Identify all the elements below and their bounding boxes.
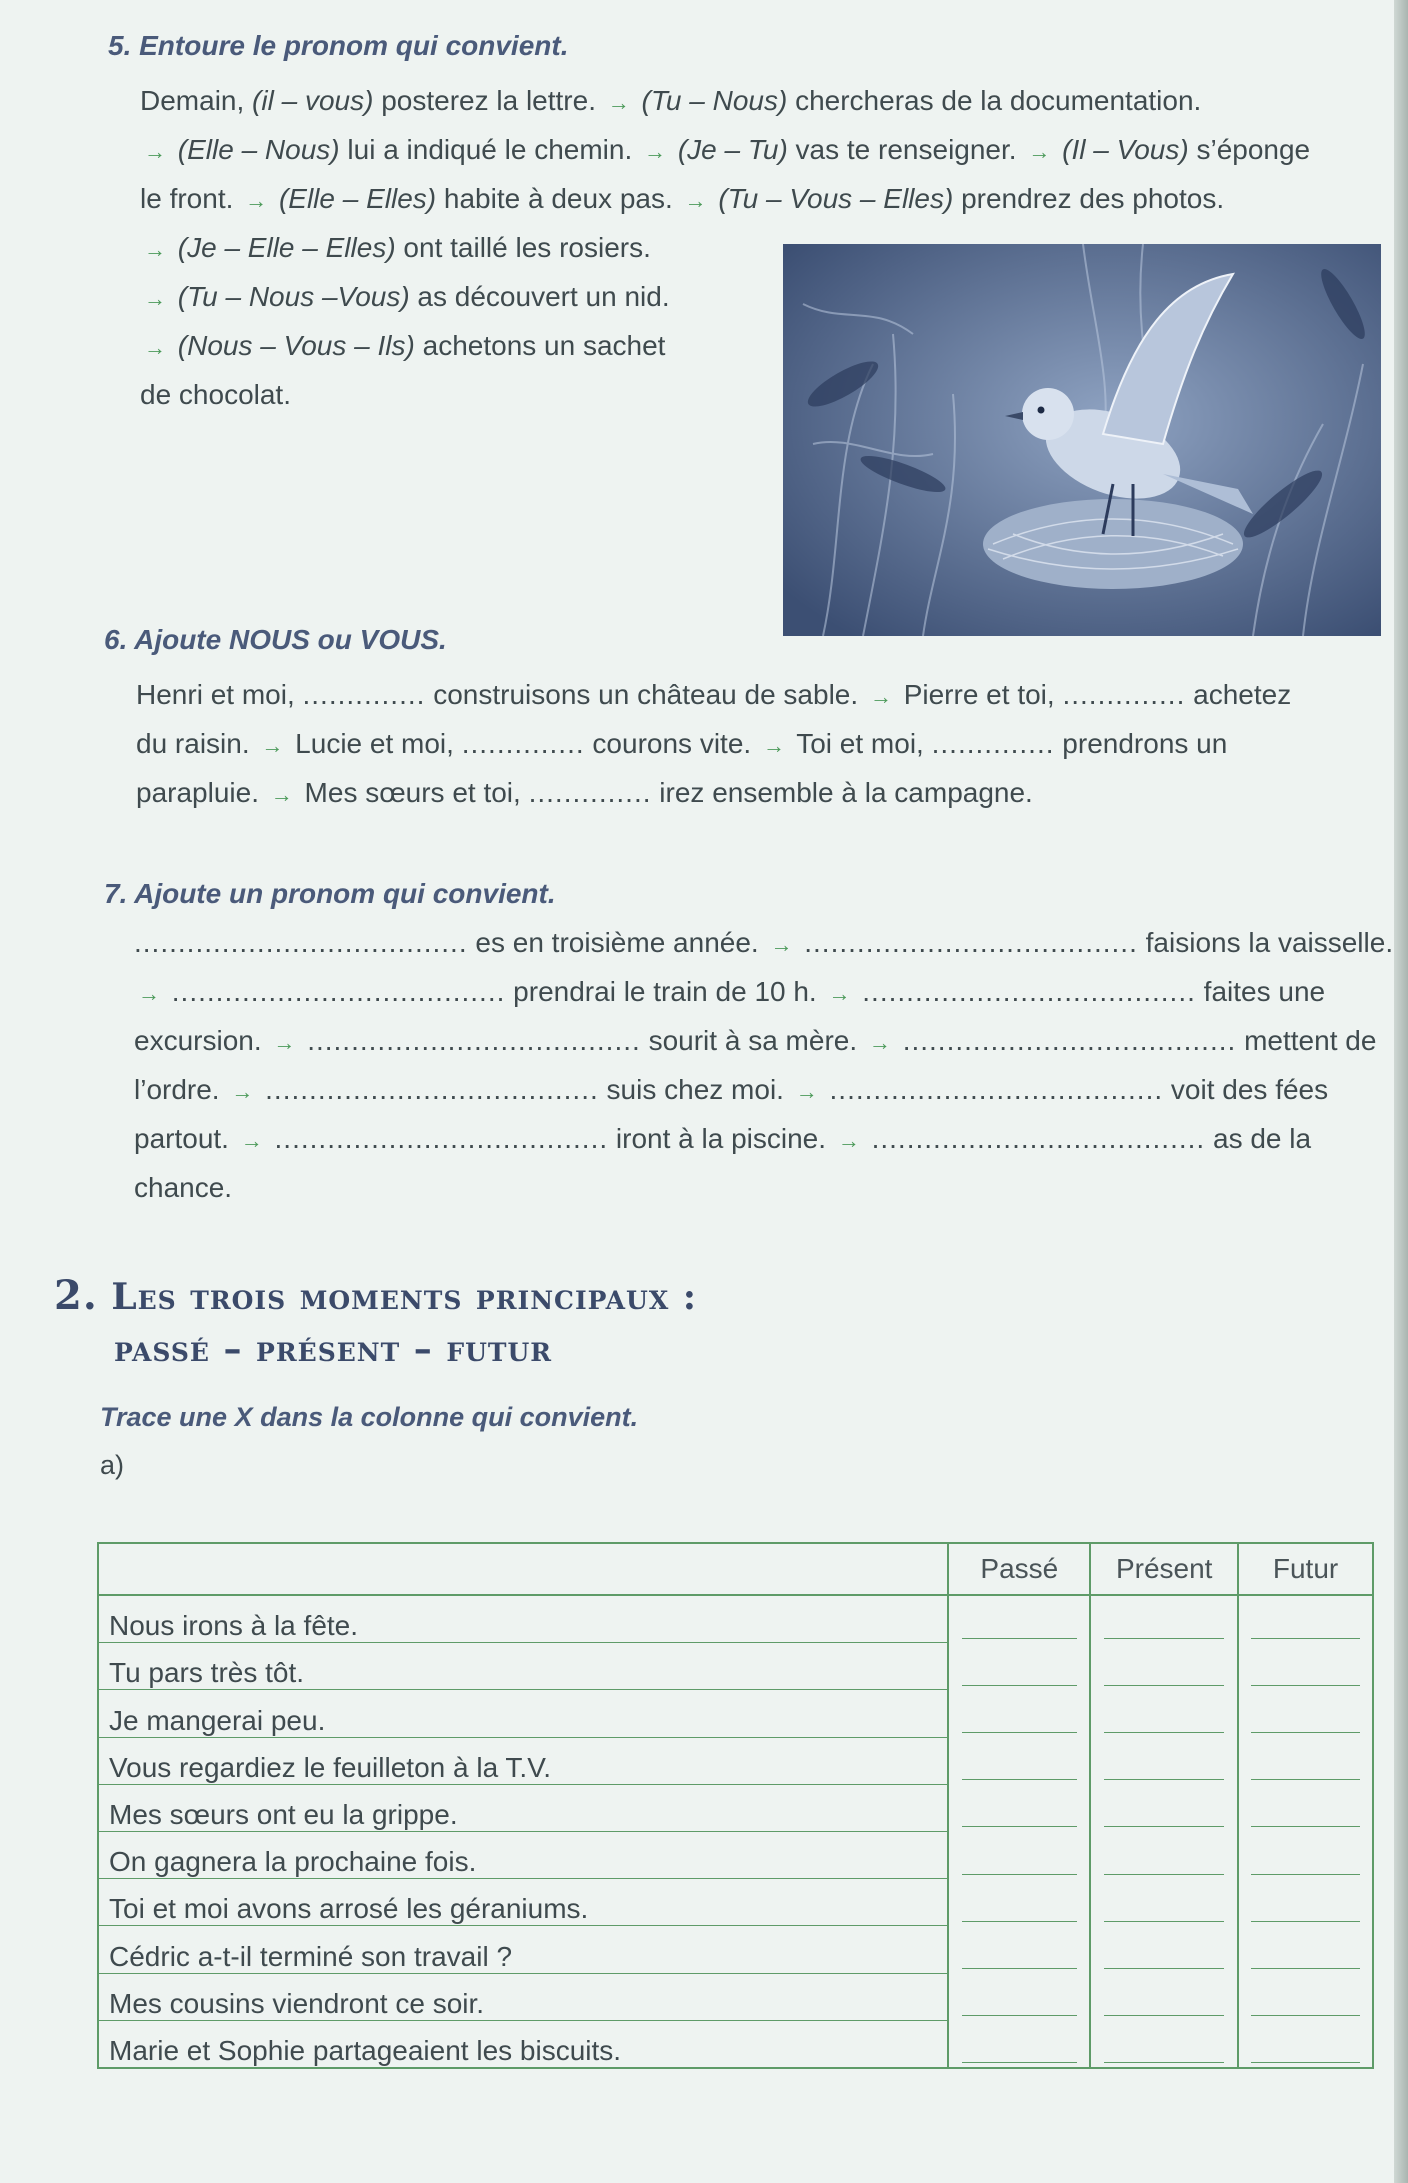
answer-cell-futur[interactable] — [1238, 1690, 1373, 1737]
answer-line — [1104, 1825, 1224, 1827]
ex6-title: 6. Ajoute NOUS ou VOUS. — [104, 624, 447, 655]
sentence-text — [895, 1025, 903, 1056]
answer-line — [1251, 1873, 1360, 1875]
sentence-text: lui a indiqué le chemin. — [339, 134, 641, 165]
ex5-line — [140, 78, 1201, 126]
blank-dots: ...................................... — [862, 976, 1196, 1007]
pronoun-choice: (Je – Tu) — [677, 134, 788, 165]
answer-line — [962, 1873, 1077, 1875]
answer-line — [1104, 1873, 1224, 1875]
section-title — [54, 1270, 697, 1375]
sentence-text: chance. — [134, 1172, 233, 1203]
bird-nest-photo — [783, 244, 1381, 636]
ex5-title: 5. Entoure le pronom qui convient. — [108, 30, 569, 61]
arrow-bullet-icon: → — [245, 188, 268, 213]
sentence-text: irez ensemble à la campagne. — [651, 777, 1033, 808]
answer-cell-present[interactable] — [1090, 1973, 1238, 2020]
blank-dots: ...................................... — [871, 1123, 1206, 1154]
answer-line — [962, 2014, 1077, 2016]
table-row — [98, 1926, 1373, 1973]
sentence-text: as découvert un nid. — [409, 281, 670, 312]
sentence-text — [1054, 134, 1062, 165]
answer-line — [1251, 1920, 1360, 1922]
pronoun-choice: (Tu – Nous) — [641, 85, 788, 116]
col-header: Passé — [948, 1543, 1090, 1595]
sentence-text: sourit à sa mère. — [640, 1025, 865, 1056]
answer-line — [962, 1778, 1077, 1780]
sentence-text: prendrons un — [1054, 728, 1228, 759]
sentence-text: prendrez des photos. — [953, 183, 1225, 214]
sentence-text — [267, 1123, 275, 1154]
answer-cell-present[interactable] — [1090, 1831, 1238, 1878]
answer-cell-present[interactable] — [1090, 1690, 1238, 1737]
sentence-text: habite à deux pas. — [436, 183, 681, 214]
section-number: 2. — [54, 1272, 98, 1319]
blank-dots: ...................................... — [829, 1074, 1164, 1105]
sentence-text — [164, 976, 172, 1007]
row-sentence: Cédric a-t-il terminé son travail ? — [98, 1926, 948, 1973]
sentence-text: Mes sœurs et toi, — [296, 777, 529, 808]
row-sentence: Mes cousins viendront ce soir. — [98, 1973, 948, 2020]
answer-cell-passe[interactable] — [948, 1784, 1090, 1831]
arrow-bullet-icon: → — [684, 188, 707, 213]
ex5-line — [140, 176, 1224, 224]
row-sentence: Marie et Sophie partageaient les biscuits. — [98, 2020, 948, 2068]
page-edge — [1394, 0, 1408, 2183]
arrow-bullet-icon: → — [144, 335, 166, 360]
blank-dots: ...................................... — [804, 927, 1138, 958]
sentence-text: du raisin. — [136, 728, 258, 759]
col-header: Futur — [1238, 1543, 1373, 1595]
blank-dots: ...................................... — [134, 927, 468, 958]
arrow-bullet-icon: → — [138, 981, 160, 1006]
answer-cell-futur[interactable] — [1238, 1784, 1373, 1831]
sentence-text: faisions la vaisselle. — [1137, 927, 1394, 958]
table-row — [98, 1737, 1373, 1784]
answer-line — [962, 1731, 1077, 1733]
sentence-text — [170, 281, 178, 312]
arrow-bullet-icon: → — [762, 733, 785, 758]
sentence-text: partout. — [134, 1123, 237, 1154]
answer-cell-futur[interactable] — [1238, 1595, 1373, 1643]
pronoun-choice: (Je – Elle – Elles) — [177, 232, 396, 263]
blank-dots: ...................................... — [274, 1123, 609, 1154]
pronoun-choice: (Il – Vous) — [1062, 134, 1189, 165]
answer-cell-futur[interactable] — [1238, 1926, 1373, 1973]
sentence-text: achetez — [1185, 679, 1292, 710]
answer-line — [1251, 1967, 1360, 1969]
ex7-title: 7. Ajoute un pronom qui convient. — [104, 878, 556, 909]
answer-cell-passe[interactable] — [948, 2020, 1090, 2068]
arrow-bullet-icon: → — [273, 1030, 296, 1055]
sentence-text: voit des fées — [1163, 1074, 1329, 1105]
ex7-line — [134, 969, 1325, 1017]
answer-line — [962, 1825, 1077, 1827]
ex7-line — [134, 1116, 1311, 1164]
ex7-line — [134, 1165, 232, 1211]
sentence-text: faites une — [1195, 976, 1326, 1007]
tense-table — [97, 1542, 1374, 2069]
answer-line — [1251, 1637, 1360, 1639]
section-title-line2: passé – présent – futur — [114, 1328, 553, 1370]
arrow-bullet-icon: → — [270, 782, 293, 807]
sentence-text: le front. — [140, 183, 242, 214]
table-row — [98, 1879, 1373, 1926]
sentence-text — [670, 134, 678, 165]
answer-line — [1104, 2014, 1224, 2016]
answer-line — [1251, 2014, 1360, 2016]
blank-dots: ...................................... — [307, 1025, 641, 1056]
table-row — [98, 1831, 1373, 1878]
answer-line — [1104, 1967, 1224, 1969]
row-sentence: Tu pars très tôt. — [98, 1643, 948, 1690]
sentence-text: parapluie. — [136, 777, 267, 808]
sentence-text: ont taillé les rosiers. — [395, 232, 651, 263]
ex6-line — [136, 770, 1033, 818]
answer-cell-passe[interactable] — [948, 1831, 1090, 1878]
answer-line — [962, 1967, 1077, 1969]
answer-line — [1251, 1731, 1360, 1733]
arrow-bullet-icon: → — [240, 1128, 263, 1153]
ex6-line — [136, 672, 1291, 720]
sentence-text: iront à la piscine. — [608, 1123, 834, 1154]
pronoun-choice: (Elle – Elles) — [278, 183, 437, 214]
answer-cell-futur[interactable] — [1238, 1737, 1373, 1784]
sentence-text: de chocolat. — [140, 379, 291, 410]
answer-cell-passe[interactable] — [948, 1690, 1090, 1737]
sentence-text — [822, 1074, 830, 1105]
pronoun-choice: (Nous – Vous – Ils) — [177, 330, 415, 361]
answer-line — [1104, 1778, 1224, 1780]
answer-cell-passe[interactable] — [948, 1879, 1090, 1926]
answer-cell-passe[interactable] — [948, 1737, 1090, 1784]
blank-dots: ...................................... — [265, 1074, 599, 1105]
pronoun-choice: (Elle – Nous) — [177, 134, 340, 165]
sentence-text: posterez la lettre. — [373, 85, 604, 116]
sentence-text: s’éponge — [1188, 134, 1311, 165]
arrow-bullet-icon: → — [261, 733, 284, 758]
ex7-line — [134, 1067, 1328, 1115]
arrow-bullet-icon: → — [231, 1079, 254, 1104]
answer-line — [1104, 1684, 1224, 1686]
answer-line — [1251, 2061, 1360, 2063]
table-row — [98, 1690, 1373, 1737]
sentence-text: chercheras de la documentation. — [787, 85, 1202, 116]
ex7-line — [134, 920, 1393, 968]
answer-cell-passe[interactable] — [948, 1973, 1090, 2020]
arrow-bullet-icon: → — [144, 139, 166, 164]
sentence-text: construisons un château de sable. — [425, 679, 866, 710]
answer-line — [1104, 1731, 1224, 1733]
table-row — [98, 1595, 1373, 1643]
ex6-line — [136, 721, 1227, 769]
answer-line — [1104, 1920, 1224, 1922]
answer-line — [962, 1684, 1077, 1686]
answer-cell-present[interactable] — [1090, 1595, 1238, 1643]
ex5-line — [140, 127, 1310, 175]
row-sentence: On gagnera la prochaine fois. — [98, 1831, 948, 1878]
sentence-text — [170, 134, 178, 165]
blank-dots: .............. — [931, 728, 1055, 759]
sentence-text: achetons un sachet — [414, 330, 666, 361]
row-sentence: Toi et moi avons arrosé les géraniums. — [98, 1879, 948, 1926]
section-title-line1: Les trois moments principaux : — [111, 1276, 698, 1318]
sentence-text — [170, 232, 178, 263]
answer-line — [962, 1637, 1077, 1639]
table-row — [98, 1973, 1373, 2020]
answer-line — [1104, 2061, 1224, 2063]
pronoun-choice: (Tu – Nous –Vous) — [177, 281, 410, 312]
sentence-text — [634, 85, 642, 116]
answer-cell-passe[interactable] — [948, 1926, 1090, 1973]
blank-dots: .............. — [461, 728, 585, 759]
ex5-line — [140, 323, 665, 371]
sentence-text: as de la — [1205, 1123, 1312, 1154]
arrow-bullet-icon: → — [1028, 139, 1051, 164]
table-row — [98, 1643, 1373, 1690]
answer-cell-present[interactable] — [1090, 1737, 1238, 1784]
ex5-line — [140, 274, 670, 322]
arrow-bullet-icon: → — [828, 981, 851, 1006]
sentence-text: suis chez moi. — [598, 1074, 792, 1105]
sentence-text: Lucie et moi, — [287, 728, 462, 759]
sentence-text: vas te renseigner. — [787, 134, 1025, 165]
blank-dots: .............. — [528, 777, 652, 808]
answer-cell-futur[interactable] — [1238, 1831, 1373, 1878]
sub-label: a) — [100, 1450, 125, 1480]
sentence-text: l’ordre. — [134, 1074, 228, 1105]
answer-cell-present[interactable] — [1090, 1643, 1238, 1690]
blank-dots: .............. — [302, 679, 426, 710]
answer-cell-futur[interactable] — [1238, 2020, 1373, 2068]
answer-cell-futur[interactable] — [1238, 1879, 1373, 1926]
sentence-text: Pierre et toi, — [895, 679, 1063, 710]
sentence-text: Henri et moi, — [136, 679, 303, 710]
sentence-text: excursion. — [134, 1025, 270, 1056]
answer-line — [1251, 1684, 1360, 1686]
answer-cell-present[interactable] — [1090, 1879, 1238, 1926]
arrow-bullet-icon: → — [144, 237, 166, 262]
ex7-line — [134, 1018, 1376, 1066]
answer-line — [1251, 1778, 1360, 1780]
answer-cell-futur[interactable] — [1238, 1643, 1373, 1690]
table-row — [98, 1784, 1373, 1831]
sentence-text: courons vite. — [584, 728, 759, 759]
arrow-bullet-icon: → — [144, 286, 166, 311]
arrow-bullet-icon: → — [644, 139, 667, 164]
blank-dots: ...................................... — [171, 976, 506, 1007]
instruction: Trace une X dans la colonne qui convient. — [100, 1402, 639, 1432]
arrow-bullet-icon: → — [795, 1079, 818, 1104]
arrow-bullet-icon: → — [868, 1030, 891, 1055]
sentence-text: es en troisième année. — [467, 927, 767, 958]
row-sentence: Nous irons à la fête. — [98, 1595, 948, 1643]
sentence-text — [170, 330, 178, 361]
bird-illustration — [783, 244, 1381, 636]
header-blank — [98, 1543, 948, 1595]
row-sentence: Mes sœurs ont eu la grippe. — [98, 1784, 948, 1831]
answer-cell-present[interactable] — [1090, 1784, 1238, 1831]
sentence-text — [864, 1123, 872, 1154]
sentence-text: Demain, — [140, 85, 253, 116]
answer-line — [1104, 1637, 1224, 1639]
answer-cell-passe[interactable] — [948, 1595, 1090, 1643]
table-header — [98, 1543, 1373, 1595]
sentence-text — [257, 1074, 265, 1105]
answer-cell-passe[interactable] — [948, 1643, 1090, 1690]
answer-line — [962, 1920, 1077, 1922]
answer-cell-present[interactable] — [1090, 1926, 1238, 1973]
ex5-line — [140, 225, 651, 273]
pronoun-choice: (Tu – Vous – Elles) — [718, 183, 954, 214]
sentence-text: Toi et moi, — [788, 728, 932, 759]
row-sentence: Je mangerai peu. — [98, 1690, 948, 1737]
answer-line — [1251, 1825, 1360, 1827]
arrow-bullet-icon: → — [869, 684, 892, 709]
arrow-bullet-icon: → — [770, 932, 793, 957]
row-sentence: Vous regardiez le feuilleton à la T.V. — [98, 1737, 948, 1784]
ex5-line — [140, 372, 291, 418]
col-header: Présent — [1090, 1543, 1238, 1595]
arrow-bullet-icon: → — [607, 90, 630, 115]
sentence-text: mettent de — [1236, 1025, 1377, 1056]
arrow-bullet-icon: → — [837, 1128, 860, 1153]
sentence-text: prendrai le train de 10 h. — [505, 976, 825, 1007]
pronoun-choice: (il – vous) — [252, 85, 374, 116]
table-row — [98, 2020, 1373, 2068]
answer-line — [962, 2061, 1077, 2063]
blank-dots: ...................................... — [902, 1025, 1237, 1056]
answer-cell-futur[interactable] — [1238, 1973, 1373, 2020]
sentence-text — [271, 183, 279, 214]
blank-dots: .............. — [1062, 679, 1186, 710]
answer-cell-present[interactable] — [1090, 2020, 1238, 2068]
